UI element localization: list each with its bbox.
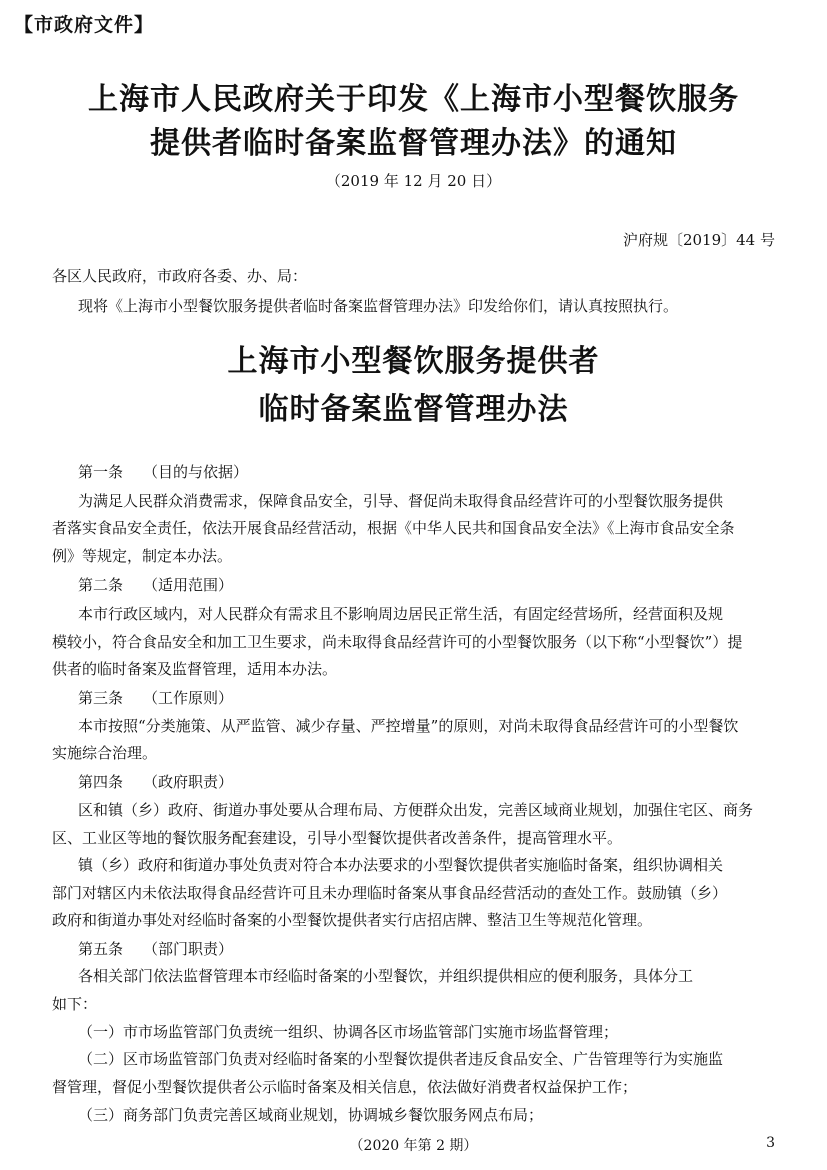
article-text-line: 镇（乡）政府和街道办事处负责对符合本办法要求的小型餐饮提供者实施临时备案，组织协调相关	[78, 856, 724, 874]
addressee: 各区人民政府，市政府各委、办、局：	[52, 267, 308, 285]
notice-title-line-2: 提供者临时备案监督管理办法》的通知	[150, 126, 677, 161]
document-number: 沪府规〔2019〕44 号	[622, 231, 775, 249]
issue-footer: （2020 年第 2 期）	[349, 1138, 478, 1154]
article-topic: （政府职责）	[143, 773, 234, 791]
article-heading	[78, 687, 233, 708]
article-text-line: 本市按照“分类施策、从严监管、减少存量、严控增量”的原则，对尚未取得食品经营许可的小型餐饮	[78, 717, 739, 735]
article-text-line: 模较小，符合食品安全和加工卫生要求，尚未取得食品经营许可的小型餐饮服务（以下称“小型餐饮”）提	[52, 633, 743, 651]
article-number: 第一条	[78, 463, 124, 481]
article-text-line: 各相关部门依法监督管理本市经临时备案的小型餐饮，并组织提供相应的便利服务，具体分工	[78, 967, 694, 985]
article-text-line: 督管理，督促小型餐饮提供者公示临时备案及相关信息，依法做好消费者权益保护工作；	[52, 1078, 638, 1096]
article-heading	[78, 938, 233, 959]
article-number: 第三条	[78, 689, 124, 707]
regulation-title-line-2: 临时备案监督管理办法	[258, 392, 569, 427]
issue-date: （2019 年 12 月 20 日）	[325, 172, 502, 190]
article-text-line: （二）区市场监管部门负责对经临时备案的小型餐饮提供者违反食品安全、广告管理等行为实施监	[78, 1050, 724, 1068]
article-text-line: 部门对辖区内未依法取得食品经营许可且未办理临时备案从事食品经营活动的查处工作。鼓励镇（乡）	[52, 884, 728, 902]
page-number: 3	[766, 1135, 775, 1151]
article-topic: （适用范围）	[143, 576, 234, 594]
article-text-line: 区、工业区等地的餐饮服务配套建设，引导小型餐饮提供者改善条件，提高管理水平。	[52, 829, 623, 847]
article-heading	[78, 771, 233, 792]
article-number: 第四条	[78, 773, 124, 791]
article-number: 第五条	[78, 940, 124, 958]
article-text-line: 政府和街道办事处对经临时备案的小型餐饮提供者实行店招店牌、整洁卫生等规范化管理。	[52, 911, 653, 929]
article-topic: （工作原则）	[143, 689, 234, 707]
document-category-tag: 【市政府文件】	[14, 14, 155, 36]
article-text-line: 供者的临时备案及监督管理，适用本办法。	[52, 660, 338, 678]
article-text-line: 为满足人民群众消费需求，保障食品安全，引导、督促尚未取得食品经营许可的小型餐饮服务提供	[78, 492, 724, 510]
article-text-line: 者落实食品安全责任，依法开展食品经营活动，根据《中华人民共和国食品安全法》《上海市食品安全条	[52, 519, 735, 537]
article-text-line: （一）市市场监管部门负责统一组织、协调各区市场监管部门实施市场监督管理；	[78, 1023, 619, 1041]
article-number: 第二条	[78, 576, 124, 594]
article-text-line: （三）商务部门负责完善区域商业规划，协调城乡餐饮服务网点布局；	[78, 1106, 544, 1124]
intro-paragraph: 现将《上海市小型餐饮服务提供者临时备案监督管理办法》印发给你们，请认真按照执行。	[78, 297, 679, 315]
article-heading	[78, 574, 233, 595]
article-text-line: 区和镇（乡）政府、街道办事处要从合理布局、方便群众出发，完善区域商业规划，加强住宅区、商务	[78, 801, 754, 819]
article-heading	[78, 461, 248, 482]
regulation-title-line-1: 上海市小型餐饮服务提供者	[227, 344, 600, 379]
article-topic: （目的与依据）	[143, 463, 249, 481]
notice-title-line-1: 上海市人民政府关于印发《上海市小型餐饮服务	[88, 82, 739, 117]
article-text-line: 本市行政区域内，对人民群众有需求且不影响周边居民正常生活，有固定经营场所，经营面积及规	[78, 605, 724, 623]
article-text-line: 如下：	[52, 995, 98, 1013]
article-text-line: 实施综合治理。	[52, 744, 158, 762]
article-topic: （部门职责）	[143, 940, 234, 958]
article-text-line: 例》等规定，制定本办法。	[52, 547, 233, 565]
